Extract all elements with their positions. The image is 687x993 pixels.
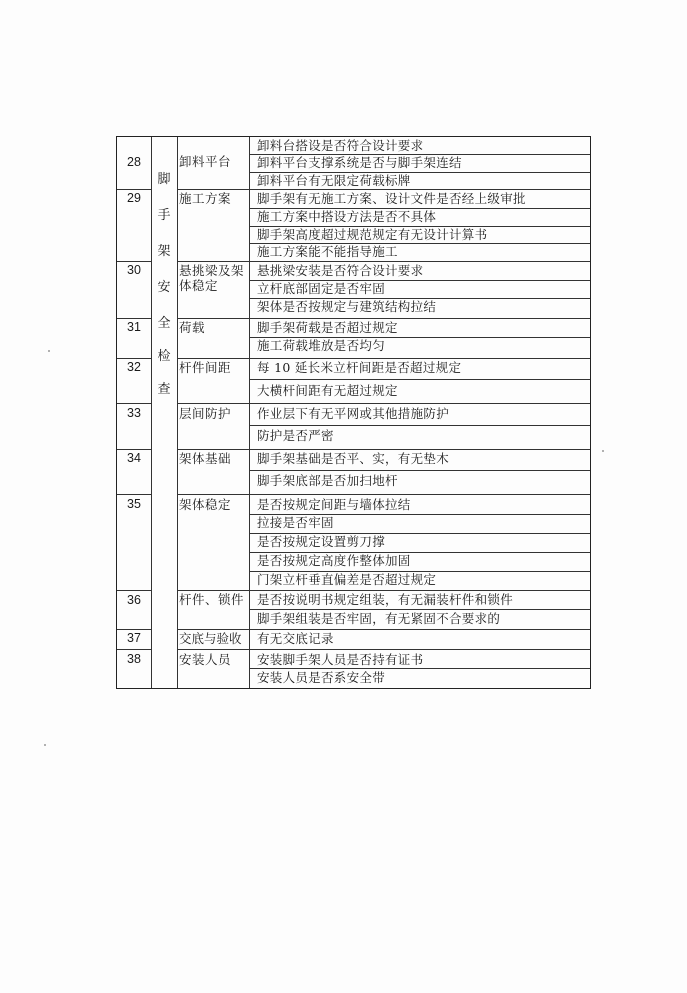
category-char: 手 <box>157 208 171 223</box>
row-divider <box>249 425 590 426</box>
scan-speck <box>602 450 604 452</box>
check-content: 拉接是否牢固 <box>257 516 334 530</box>
row-divider <box>249 533 590 534</box>
row-number: 36 <box>127 593 141 607</box>
check-item: 架体稳定 <box>179 497 232 512</box>
check-content: 施工荷载堆放是否均匀 <box>257 339 386 353</box>
row-divider <box>177 358 590 359</box>
check-item: 施工方案 <box>179 191 232 206</box>
row-divider <box>177 318 590 319</box>
scan-speck <box>48 350 50 352</box>
row-divider <box>117 261 151 262</box>
check-content: 施工方案中搭设方法是否不具体 <box>257 210 437 224</box>
category-char: 脚 <box>157 172 171 187</box>
check-content: 是否按规定高度作整体加固 <box>257 554 411 568</box>
row-divider <box>249 337 590 338</box>
check-content: 立杆底部固定是否牢固 <box>257 282 386 296</box>
check-item: 架体基础 <box>179 451 232 466</box>
row-divider <box>177 189 590 190</box>
check-content: 架体是否按规定与建筑结构拉结 <box>257 300 437 314</box>
check-content: 卸料平台支撑系统是否与脚手架连结 <box>257 156 462 170</box>
row-number: 30 <box>127 263 141 277</box>
row-divider <box>177 590 590 591</box>
row-divider <box>249 243 590 244</box>
check-content: 脚手架基础是否平、实，有无垫木 <box>257 452 450 466</box>
check-content: 防护是否严密 <box>257 429 334 443</box>
row-divider <box>117 358 151 359</box>
row-divider <box>117 629 151 630</box>
category-char: 架 <box>157 244 171 259</box>
check-content: 脚手架荷载是否超过规定 <box>257 321 398 335</box>
row-divider <box>249 226 590 227</box>
row-divider <box>177 449 590 450</box>
category-char: 检 <box>157 349 171 364</box>
row-divider <box>177 629 590 630</box>
check-content: 每 10 延长米立杆间距是否超过规定 <box>257 361 462 375</box>
scan-speck <box>44 744 46 746</box>
scaffold-inspection-table <box>116 136 591 689</box>
row-divider <box>249 552 590 553</box>
row-divider <box>249 154 590 155</box>
check-content: 有无交底记录 <box>257 632 334 646</box>
row-divider <box>249 172 590 173</box>
row-number: 31 <box>127 320 141 334</box>
row-number: 37 <box>127 631 141 645</box>
row-number: 35 <box>127 497 141 511</box>
check-content: 悬挑梁安装是否符合设计要求 <box>257 264 424 278</box>
check-item: 交底与验收 <box>179 631 242 646</box>
check-content: 卸料平台有无限定荷载标牌 <box>257 174 411 188</box>
row-divider <box>249 379 590 380</box>
row-divider <box>117 590 151 591</box>
check-item: 杆件、锁件 <box>179 592 245 607</box>
row-divider <box>117 318 151 319</box>
row-divider <box>117 403 151 404</box>
category-char: 全 <box>157 316 171 331</box>
row-number: 29 <box>127 191 141 205</box>
check-content: 安装脚手架人员是否持有证书 <box>257 653 424 667</box>
row-divider <box>249 298 590 299</box>
row-divider <box>249 208 590 209</box>
row-divider <box>249 280 590 281</box>
check-item: 荷载 <box>179 320 206 335</box>
row-divider <box>249 668 590 669</box>
check-content: 安装人员是否系安全带 <box>257 671 386 685</box>
check-content: 施工方案能不能指导施工 <box>257 245 398 259</box>
column-divider <box>249 137 250 688</box>
row-divider <box>177 649 590 650</box>
check-content: 脚手架底部是否加扫地杆 <box>257 474 398 488</box>
category-char: 查 <box>157 382 171 397</box>
check-item: 悬挑梁及架体稳定 <box>179 263 245 293</box>
row-divider <box>249 571 590 572</box>
check-content: 脚手架组装是否牢固，有无紧固不合要求的 <box>257 612 501 626</box>
check-content: 脚手架高度超过规范规定有无设计计算书 <box>257 228 488 242</box>
category-char: 安 <box>157 280 171 295</box>
row-divider <box>177 403 590 404</box>
check-item: 层间防护 <box>179 406 232 421</box>
row-number: 28 <box>127 155 141 169</box>
check-item: 安装人员 <box>179 652 232 667</box>
row-divider <box>177 494 590 495</box>
row-divider <box>117 649 151 650</box>
check-content: 大横杆间距有无超过规定 <box>257 384 398 398</box>
row-divider <box>249 514 590 515</box>
row-divider <box>117 449 151 450</box>
row-divider <box>177 261 590 262</box>
check-content: 是否按规定间距与墙体拉结 <box>257 498 411 512</box>
check-content: 作业层下有无平网或其他措施防护 <box>257 407 450 421</box>
check-content: 是否按说明书规定组装，有无漏装杆件和锁件 <box>257 593 514 607</box>
row-number: 34 <box>127 451 141 465</box>
column-divider <box>177 137 178 688</box>
row-divider <box>117 494 151 495</box>
check-item: 杆件间距 <box>179 360 232 375</box>
row-number: 38 <box>127 652 141 666</box>
check-content: 是否按规定设置剪刀撑 <box>257 535 386 549</box>
row-divider <box>117 189 151 190</box>
check-content: 门架立杆垂直偏差是否超过规定 <box>257 573 437 587</box>
row-number: 33 <box>127 406 141 420</box>
check-content: 脚手架有无施工方案、设计文件是否经上级审批 <box>257 192 526 206</box>
row-number: 32 <box>127 360 141 374</box>
row-divider <box>249 470 590 471</box>
row-divider <box>249 609 590 610</box>
check-item: 卸料平台 <box>179 154 232 169</box>
check-content: 卸料台搭设是否符合设计要求 <box>257 139 424 153</box>
